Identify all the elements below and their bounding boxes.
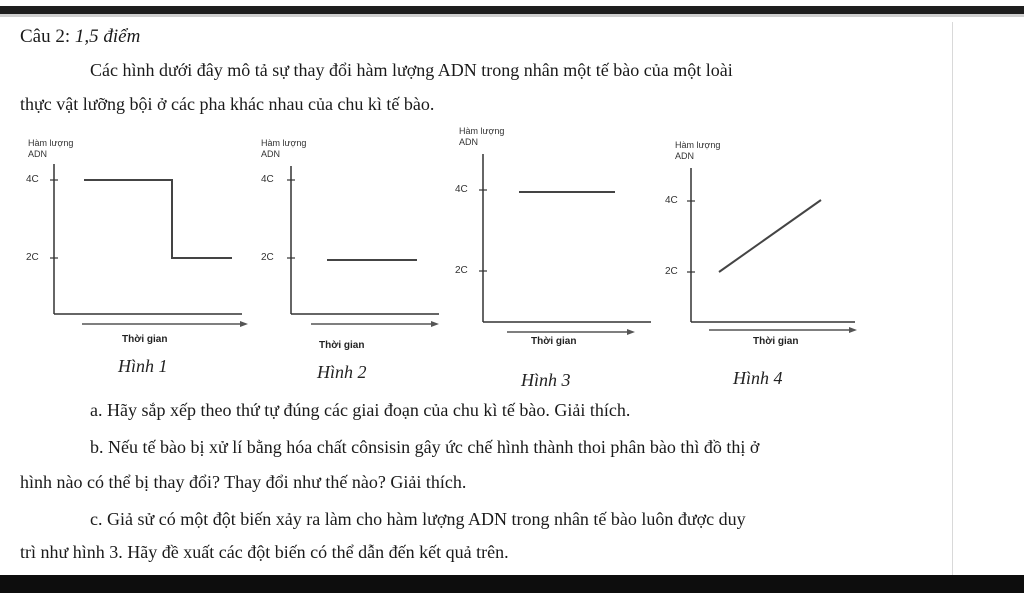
figure-3-caption: Hình 3 bbox=[521, 370, 571, 390]
figure-4-series-line bbox=[719, 200, 821, 272]
figure-4-tick-2c: 2C bbox=[665, 266, 678, 277]
figure-2-plot bbox=[255, 138, 455, 338]
figure-4 bbox=[665, 134, 865, 392]
question-c-line-2: trì như hình 3. Hãy đề xuất các đột biến có thể dẫn đến kết quả trên. bbox=[20, 542, 509, 562]
intro-line-2: thực vật lưỡng bội ở các pha khác nhau của chu kì tế bào. bbox=[20, 94, 435, 114]
figure-3-ylabel-1: Hàm lượng bbox=[459, 126, 505, 136]
figure-1 bbox=[22, 138, 252, 388]
question-a: a. Hãy sắp xếp theo thứ tự đúng các giai đoạn của chu kì tế bào. Giải thích. bbox=[90, 400, 631, 420]
figure-4-xlabel: Thời gian bbox=[753, 336, 799, 347]
figure-2-tick-4c: 4C bbox=[261, 174, 274, 185]
figure-1-series-line bbox=[84, 180, 232, 258]
figure-1-plot bbox=[22, 138, 252, 338]
figure-3-tick-4c: 4C bbox=[455, 184, 468, 195]
figure-2-ylabel-2: ADN bbox=[261, 149, 281, 159]
figure-1-tick-4c: 4C bbox=[26, 174, 39, 185]
figure-4-plot bbox=[665, 134, 865, 344]
question-points: 1,5 điểm bbox=[74, 26, 141, 47]
question-c-line-1: c. Giả sử có một đột biến xảy ra làm cho hàm lượng ADN trong nhân tế bào luôn được duy bbox=[90, 509, 746, 529]
figure-1-ylabel-2: ADN bbox=[28, 149, 48, 159]
figure-1-caption: Hình 1 bbox=[118, 356, 168, 376]
figure-4-ylabel-2: ADN bbox=[675, 151, 695, 161]
figure-1-ylabel-1: Hàm lượng bbox=[28, 138, 74, 148]
figure-3 bbox=[455, 124, 660, 394]
intro-line-1: Các hình dưới đây mô tả sự thay đổi hàm lượng ADN trong nhân một tế bào của một loài bbox=[90, 60, 733, 80]
figure-2-tick-2c: 2C bbox=[261, 252, 274, 263]
question-b-line-1: b. Nếu tế bào bị xử lí bằng hóa chất cônsisin gây ức chế hình thành thoi phân bào thì đồ thị ở bbox=[90, 437, 760, 457]
question-heading bbox=[20, 26, 140, 48]
figure-4-caption: Hình 4 bbox=[733, 368, 783, 388]
figure-4-ylabel-1: Hàm lượng bbox=[675, 140, 721, 150]
question-b-line-2: hình nào có thể bị thay đổi? Thay đổi như thế nào? Giải thích. bbox=[20, 472, 467, 492]
figure-3-ylabel-2: ADN bbox=[459, 137, 479, 147]
figure-3-plot bbox=[455, 124, 660, 344]
figure-4-tick-4c: 4C bbox=[665, 195, 678, 206]
figure-3-xlabel: Thời gian bbox=[531, 336, 577, 347]
figure-2-ylabel-1: Hàm lượng bbox=[261, 138, 307, 148]
figure-2-xlabel: Thời gian bbox=[319, 340, 365, 351]
figure-3-time-arrow-head bbox=[627, 329, 635, 335]
figure-2-caption: Hình 2 bbox=[317, 362, 367, 382]
figure-3-tick-2c: 2C bbox=[455, 265, 468, 276]
question-number: Câu 2: bbox=[20, 26, 71, 47]
figure-1-time-arrow-head bbox=[240, 321, 248, 327]
figure-4-time-arrow-head bbox=[849, 327, 857, 333]
figure-2-time-arrow-head bbox=[431, 321, 439, 327]
figure-2 bbox=[255, 138, 455, 388]
window-bottom-bar bbox=[0, 575, 1024, 593]
figure-1-xlabel: Thời gian bbox=[122, 334, 168, 345]
figure-1-tick-2c: 2C bbox=[26, 252, 39, 263]
